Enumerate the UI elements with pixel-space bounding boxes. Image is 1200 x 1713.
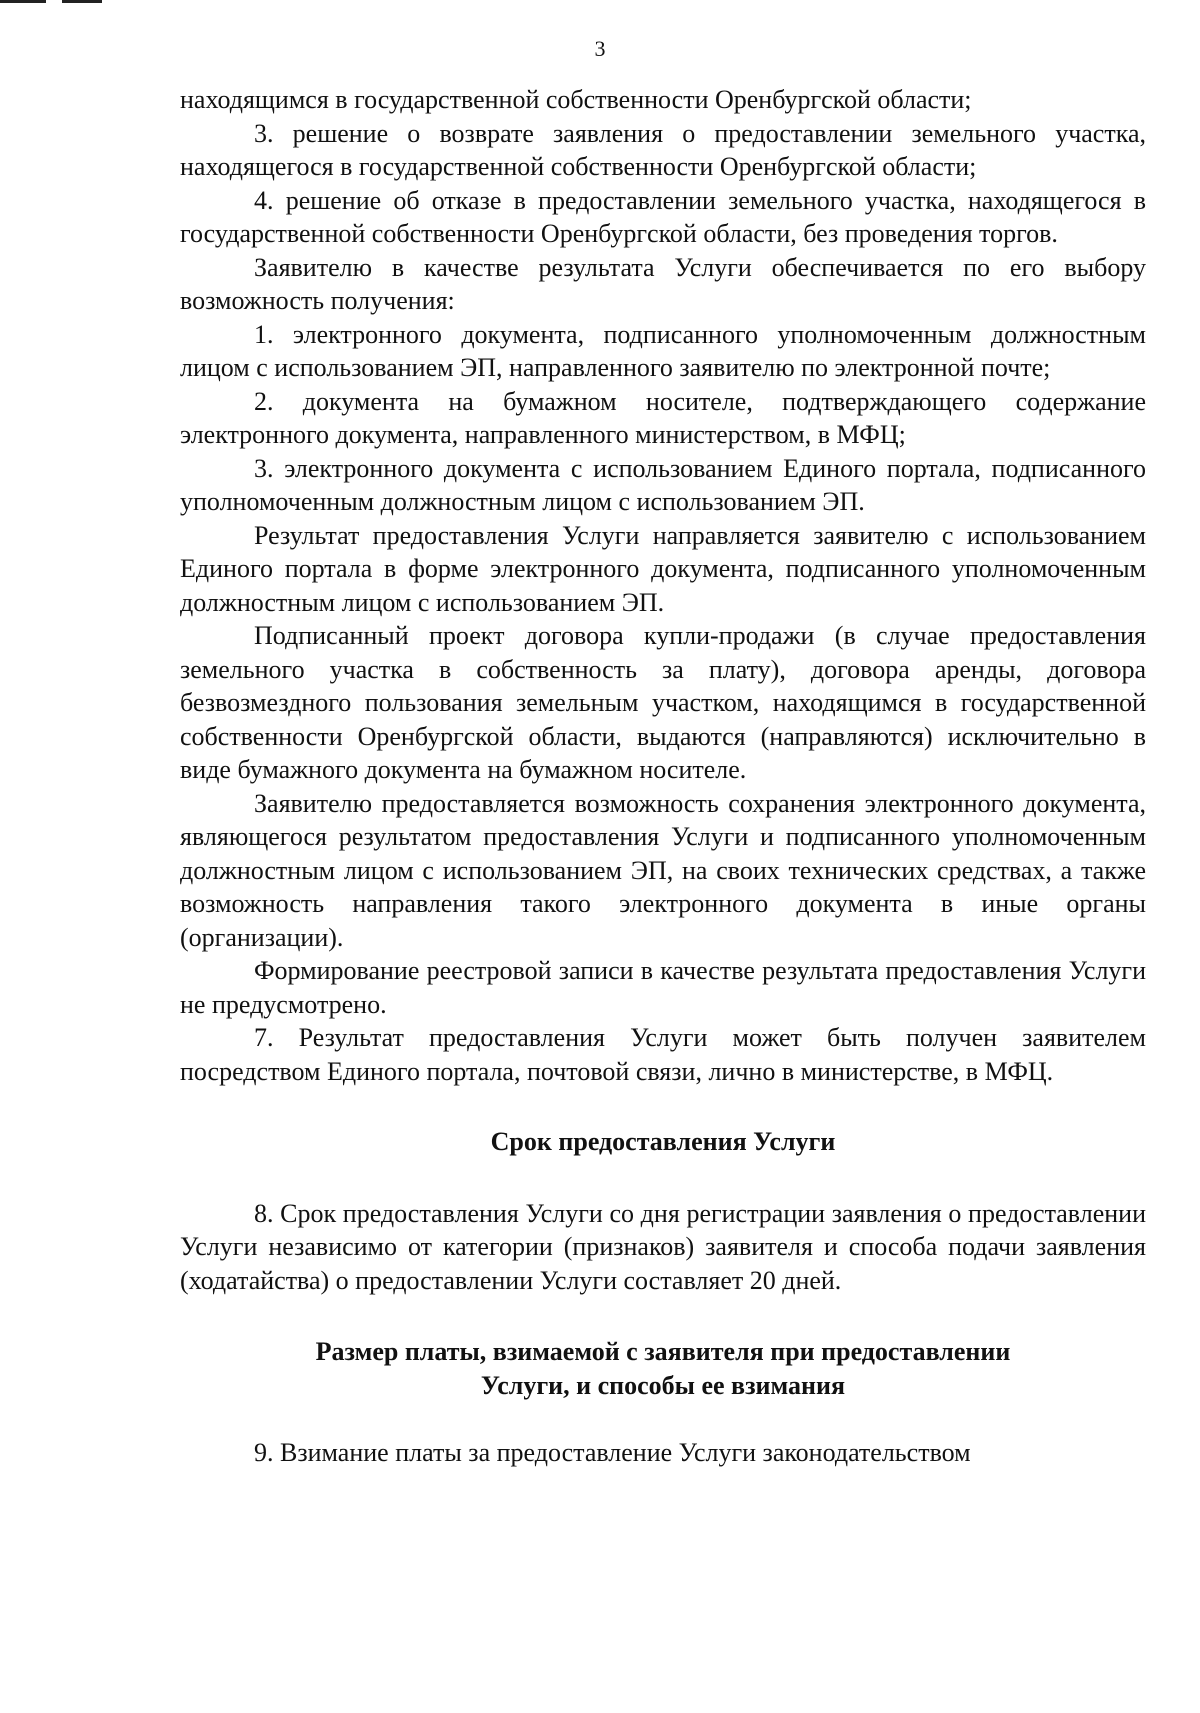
paragraph: Заявителю в качестве результата Услуги обеспечивается по его выбору возможность получения: [180, 252, 1146, 315]
scan-edge-mark [0, 0, 46, 3]
paragraph: Подписанный проект договора купли-продажи (в случае предоставления земельного участка в собственность за плату), договора аренды, договора безвозмездного пользования земельным участком, находящимся в государственной собственности Оренбургской области, выдаются (направляются) исключительно в виде бумажного документа на бумажном носителе. [180, 621, 1146, 784]
paragraph: находящимся в государственной собственности Оренбургской области; [180, 85, 972, 114]
paragraph: 1. электронного документа, подписанного уполномоченным должностным лицом с использованием ЭП, направленного заявителю по электронной почте; [180, 319, 1146, 382]
heading-line: Размер платы, взимаемой с заявителя при предоставлении [315, 1337, 1011, 1366]
heading-line: Услуги, и способы ее взимания [480, 1370, 846, 1400]
scan-edge-mark [62, 0, 102, 3]
paragraph: Результат предоставления Услуги направляется заявителю с использованием Единого портала в форме электронного документа, подписанного уполномоченным должностным лицом с использованием ЭП. [180, 520, 1146, 617]
paragraph: 3. решение о возврате заявления о предоставлении земельного участка, находящегося в государственной собственности Оренбургской области; [180, 118, 1146, 181]
paragraph: Заявителю предоставляется возможность сохранения электронного документа, являющегося результатом предоставления Услуги и подписанного уполномоченным должностным лицом с использованием ЭП, на своих технических средствах, а также возможность направления такого электронного документа в иные органы (организации). [180, 788, 1146, 952]
section-heading-term: Срок предоставления Услуги [490, 1127, 836, 1156]
paragraph: 2. документа на бумажном носителе, подтверждающего содержание электронного документа, направленного министерством, в МФЦ; [180, 386, 1146, 449]
paragraph: 7. Результат предоставления Услуги может быть получен заявителем посредством Единого портала, почтовой связи, лично в министерстве, в МФЦ. [180, 1023, 1146, 1086]
paragraph: 9. Взимание платы за предоставление Услуги законодательством [254, 1438, 971, 1467]
document-body [180, 83, 1146, 1470]
section-heading-fee [180, 1335, 1146, 1402]
paragraph: 8. Срок предоставления Услуги со дня регистрации заявления о предоставлении Услуги независимо от категории (признаков) заявителя и способа подачи заявления (ходатайства) о предоставлении Услуги составляет 20 дней. [180, 1198, 1146, 1295]
page-number: 3 [594, 36, 606, 61]
paragraph: Формирование реестровой записи в качестве результата предоставления Услуги не предусмотрено. [180, 956, 1146, 1019]
paragraph: 4. решение об отказе в предоставлении земельного участка, находящегося в государственной собственности Оренбургской области, без проведения торгов. [180, 185, 1146, 248]
paragraph: 3. электронного документа с использованием Единого портала, подписанного уполномоченным должностным лицом с использованием ЭП. [180, 453, 1146, 516]
